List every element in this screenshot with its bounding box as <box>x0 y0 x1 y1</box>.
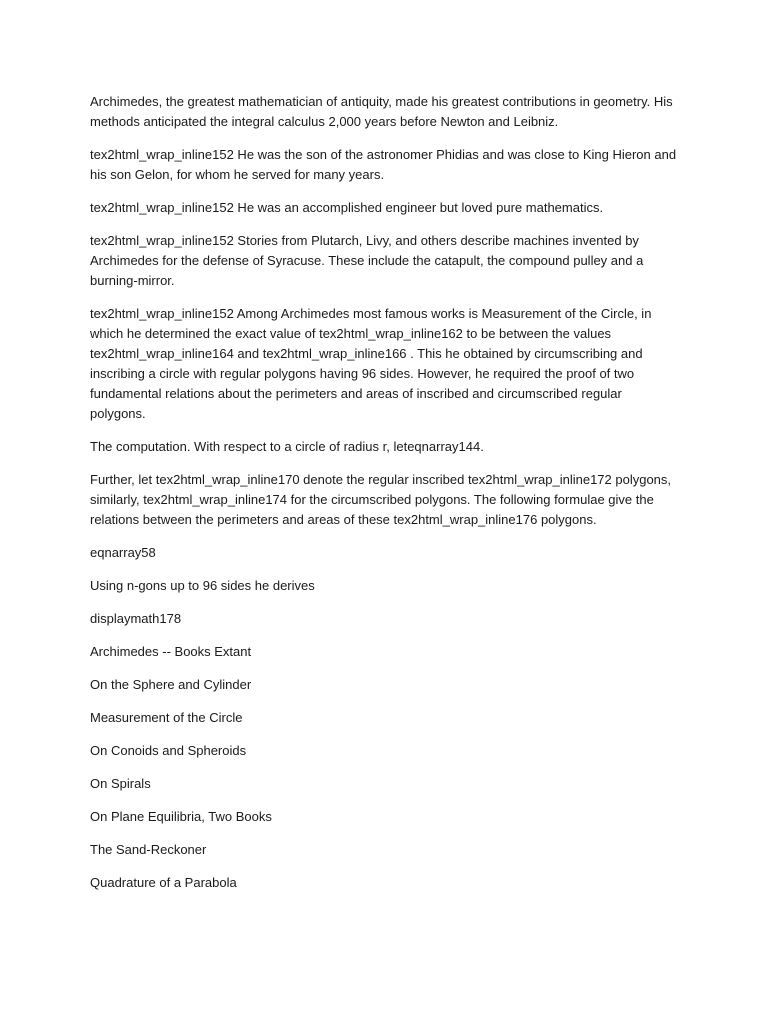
paragraph-engineer: tex2html_wrap_inline152 He was an accomplished engineer but loved pure mathematics. <box>90 200 604 215</box>
paragraph-family: tex2html_wrap_inline152 He was the son of the astronomer Phidias and was close to King Hieron and his son Gelon, for whom he served for many years. <box>90 147 677 182</box>
book-item: On the Sphere and Cylinder <box>90 677 252 692</box>
book-item: Measurement of the Circle <box>90 710 243 725</box>
paragraph-polygons: Further, let tex2html_wrap_inline170 denote the regular inscribed tex2html_wrap_inline172 polygons, similarly, tex2html_wrap_inline174 for the circumscribed polygons. The following formulae give the relations between the perimeters and areas of these tex2html_wrap_inline176 polygons. <box>90 472 672 527</box>
paragraph-intro: Archimedes, the greatest mathematician of antiquity, made his greatest contributions in geometry. His methods anticipated the integral calculus 2,000 years before Newton and Leibniz. <box>90 94 673 129</box>
paragraph-measurement: tex2html_wrap_inline152 Among Archimedes most famous works is Measurement of the Circle, in which he determined the exact value of tex2html_wrap_inline162 to be between the values tex2html_wrap_inline164 and tex2html_wrap_inline166 . This he obtained by circumscribing and inscribing a circle with regular polygons having 96 sides. However, he required the proof of two fundamental relations about the perimeters and areas of inscribed and circumscribed regular polygons. <box>90 306 652 421</box>
books-heading: Archimedes -- Books Extant <box>90 644 252 659</box>
book-item: On Plane Equilibria, Two Books <box>90 809 272 824</box>
paragraph-machines: tex2html_wrap_inline152 Stories from Plutarch, Livy, and others describe machines invented by Archimedes for the defense of Syracuse. These include the catapult, the compound pulley and a burning-mirror. <box>90 233 644 288</box>
paragraph-computation: The computation. With respect to a circle of radius r, leteqnarray144. <box>90 439 484 454</box>
displaymath-placeholder: displaymath178 <box>90 611 182 626</box>
book-item: On Conoids and Spheroids <box>90 743 247 758</box>
book-item: The Sand-Reckoner <box>90 842 207 857</box>
book-item: Quadrature of a Parabola <box>90 875 237 890</box>
book-item: On Spirals <box>90 776 151 791</box>
paragraph-derives: Using n-gons up to 96 sides he derives <box>90 578 315 593</box>
document-body <box>90 92 680 906</box>
equation-placeholder: eqnarray58 <box>90 545 156 560</box>
